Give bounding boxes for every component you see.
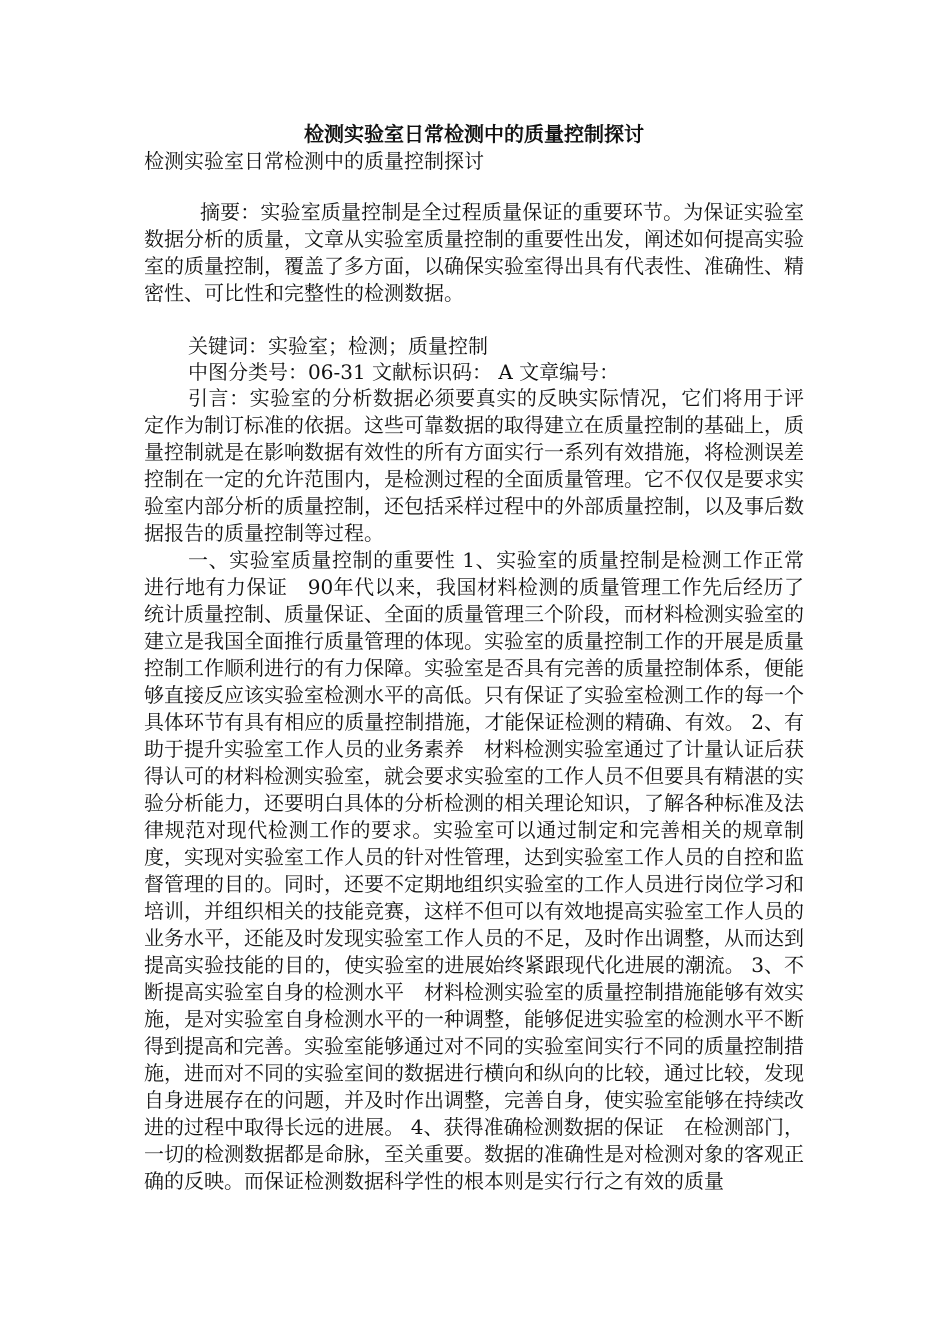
- section-one-paragraph: 一、实验室质量控制的重要性 1、实验室的质量控制是检测工作正常进行地有力保证 90年代以来，我国材料检测的质量管理工作先后经历了统计质量控制、质量保证、全面的质量管理三个阶段，而材料检测实验室的建立是我国全面推行质量管理的体现。实验室的质量控制工作的开展是质量控制工作顺利进行的有力保障。实验室是否具有完善的质量控制体系，便能够直接反应该实验室检测水平的高低。只有保证了实验室检测工作的每一个具体环节有具有相应的质量控制措施，才能保证检测的精确、有效。 2、有助于提升实验室工作人员的业务素养 材料检测实验室通过了计量认证后获得认可的材料检测实验室，就会要求实验室的工作人员不但要具有精湛的实验分析能力，还要明白具体的分析检测的相关理论知识，了解各种标准及法律规范对现代检测工作的要求。实验室可以通过制定和完善相关的规章制度，实现对实验室工作人员的针对性管理，达到实验室工作人员的自控和监督管理的目的。同时，还要不定期地组织实验室的工作人员进行岗位学习和培训，并组织相关的技能竞赛，这样不但可以有效地提高实验室工作人员的业务水平，还能及时发现实验室工作人员的不足，及时作出调整，从而达到提高实验技能的目的，使实验室的进展始终紧跟现代化进展的潮流。 3、不断提高实验室自身的检测水平 材料检测实验室的质量控制措施能够有效实施，是对实验室自身检测水平的一种调整，能够促进实验室的检测水平不断得到提高和完善。实验室能够通过对不同的实验室间实行不同的质量控制措施，进而对不同的实验室间的数据进行横向和纵向的比较，通过比较，发现自身进展存在的问题，并及时作出调整，完善自身，使实验室能够在持续改进的过程中取得长远的进展。 4、获得准确检测数据的保证 在检测部门，一切的检测数据都是命脉，至关重要。数据的准确性是对检测对象的客观正确的反映。而保证检测数据科学性的根本则是实行行之有效的质量: [144, 548, 804, 1193]
- classification-line: 中图分类号：06-31 文献标识码： A 文章编号：: [188, 360, 620, 384]
- keywords-line: 关键词：实验室；检测；质量控制: [188, 334, 488, 358]
- document-page: [144, 120, 804, 1195]
- intro-paragraph: 引言：实验室的分析数据必须要真实的反映实际情况，它们将用于评定作为制订标准的依据。这些可靠数据的取得建立在质量控制的基础上，质量控制就是在影响数据有效性的所有方面实行一系列有效措施，将检测误差控制在一定的允许范围内，是检测过程的全面质量管理。它不仅仅是要求实验室内部分析的质量控制，还包括采样过程中的外部质量控制，以及事后数据报告的质量控制等过程。: [144, 386, 804, 545]
- document-subtitle: 检测实验室日常检测中的质量控制探讨: [144, 149, 484, 173]
- abstract-paragraph: 摘要：实验室质量控制是全过程质量保证的重要环节。为保证实验室数据分析的质量，文章从实验室质量控制的重要性出发，阐述如何提高实验室的质量控制，覆盖了多方面，以确保实验室得出具有代表性、准确性、精密性、可比性和完整性的检测数据。: [144, 200, 804, 305]
- document-title: 检测实验室日常检测中的质量控制探讨: [304, 122, 644, 146]
- spacer: [144, 175, 804, 199]
- spacer: [144, 307, 804, 333]
